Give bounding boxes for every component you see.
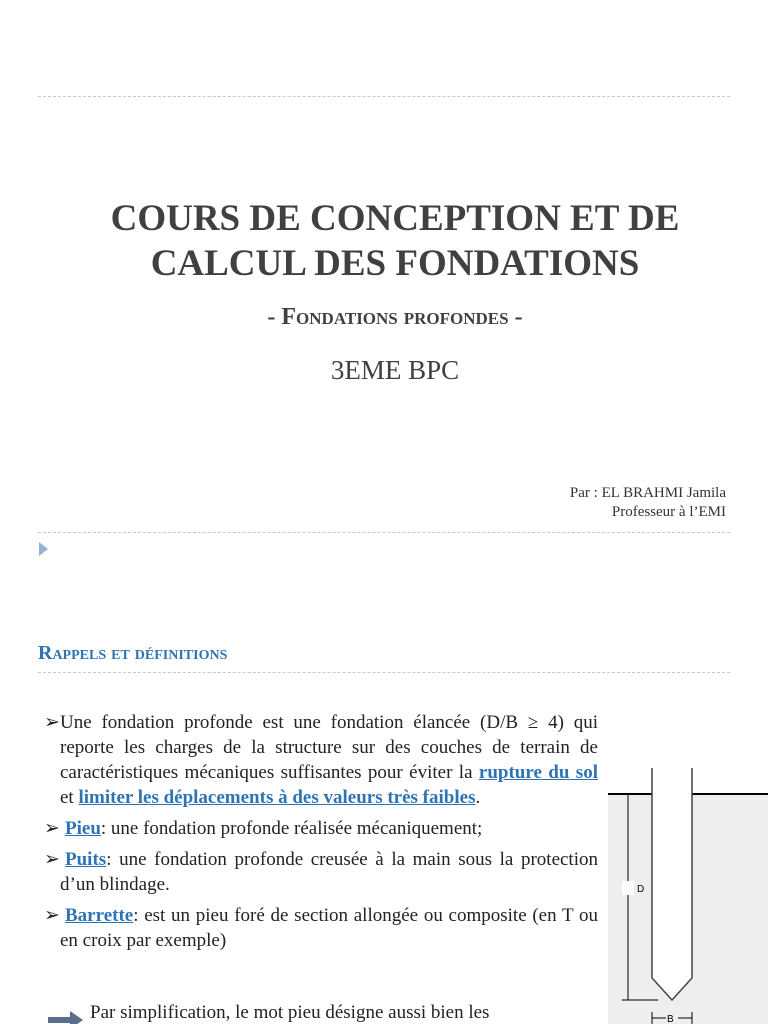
slide-separator <box>38 532 730 533</box>
arrow-bullet-icon: ➢ <box>44 905 60 926</box>
label-d: D <box>637 884 645 895</box>
arrow-bullet-icon: ➢ <box>44 712 60 733</box>
right-arrow-icon <box>48 1010 84 1024</box>
puits-definition: : une fondation profonde creusée à la main sous la protection d’un blindage. <box>60 849 598 895</box>
course-subtitle: - Fondations profondes - <box>267 304 523 330</box>
definitions-slide <box>0 532 768 1024</box>
connector-text: et <box>60 787 79 808</box>
section-divider <box>38 672 730 673</box>
section-title: Rappels et définitions <box>38 642 228 664</box>
barrette-definition: : est un pieu foré de section allongée ou composite (en T ou en croix par exemple) <box>60 905 598 951</box>
link-pieu[interactable]: Pieu <box>65 818 101 839</box>
list-item <box>44 710 598 810</box>
simplification-text: Par simplification, le mot pieu désigne aussi bien les <box>90 1002 490 1023</box>
list-item <box>44 847 598 897</box>
title-line-1: COURS DE CONCEPTION ET DE <box>110 198 680 239</box>
label-d-box <box>622 881 634 895</box>
definition-text: Une fondation profonde est une fondation élancée (D/B ≥ 4) qui reporte les charges de la structure sur des couches de terrain de caractéristiques mécaniques suffisantes pour éviter la <box>60 712 598 783</box>
period-text: . <box>475 787 481 808</box>
pile-diagram <box>608 768 768 1024</box>
arrow-bullet-icon: ➢ <box>44 818 60 839</box>
triangle-marker-icon <box>39 542 48 556</box>
author-role: Professeur à l’EMI <box>611 504 726 520</box>
course-title <box>60 196 730 286</box>
pieu-definition: : une fondation profonde réalisée mécaniquement; <box>100 818 483 839</box>
list-item <box>44 903 598 953</box>
label-b: B <box>667 1014 674 1024</box>
arrow-bullet-icon: ➢ <box>44 849 60 870</box>
list-item <box>44 816 598 841</box>
link-rupture-du-sol[interactable]: rupture du sol <box>478 762 598 783</box>
top-divider <box>38 96 730 97</box>
pile-shape <box>652 768 692 1000</box>
definitions-list <box>44 710 598 959</box>
link-barrette[interactable]: Barrette <box>65 905 134 926</box>
author-name: Par : EL BRAHMI Jamila <box>569 485 726 501</box>
course-level: 3EME BPC <box>330 355 460 385</box>
link-limiter-deplacements[interactable]: limiter les déplacements à des valeurs très faibles <box>78 787 476 808</box>
link-puits[interactable]: Puits <box>65 849 107 870</box>
author-block <box>570 484 726 522</box>
title-line-2: CALCUL DES FONDATIONS <box>150 243 640 284</box>
